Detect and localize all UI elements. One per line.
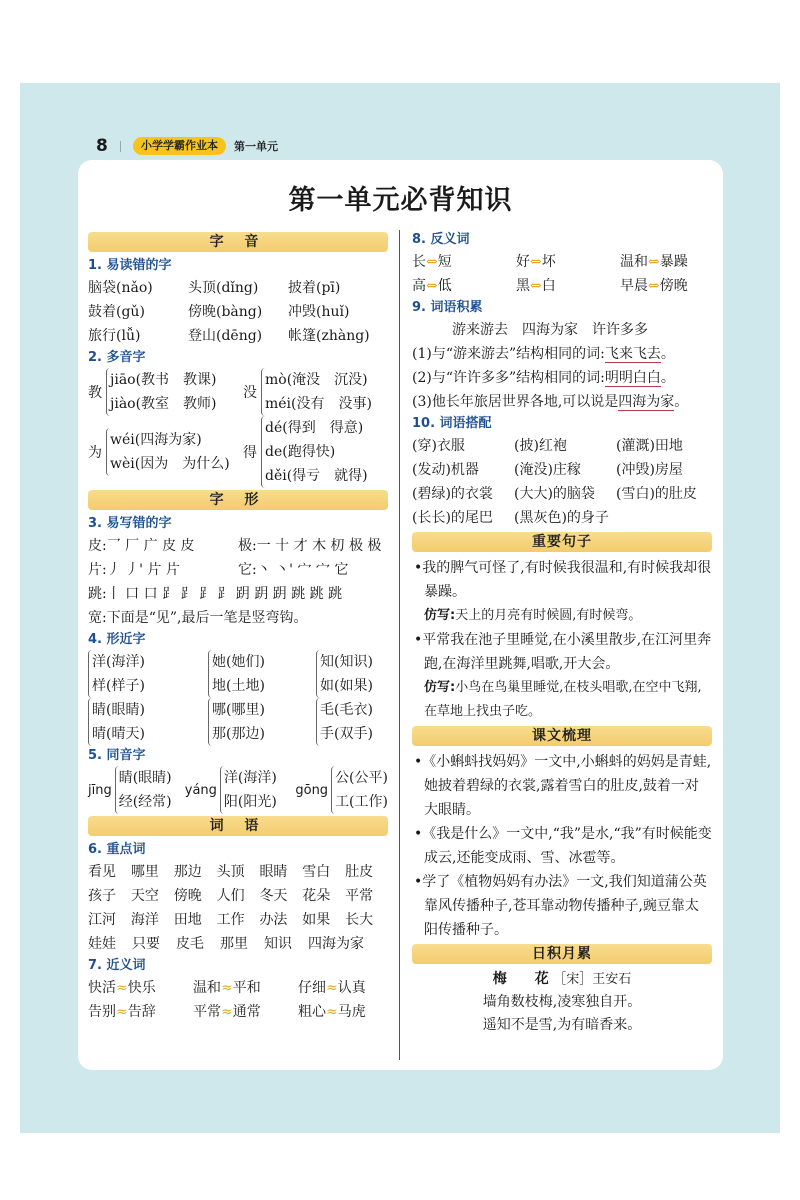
question-text: (2)与“许许多多”结构相同的词: [412, 370, 605, 386]
similar-group [208, 698, 316, 746]
collocation-row [412, 458, 712, 482]
similar-row [88, 698, 388, 746]
section-9-title: 9. 词语积累 [412, 300, 483, 315]
keyword-row [88, 908, 388, 932]
word: 通常 [232, 1004, 261, 1020]
word: 傍晚 [659, 278, 688, 294]
double-arrow-icon: ⇔ [648, 278, 660, 294]
word: 洋(海洋) [92, 654, 145, 670]
phrase: (大大)的脑袋 [514, 486, 595, 502]
approx-icon: ≈ [221, 1004, 233, 1020]
word: 告别 [88, 1004, 116, 1020]
word: 哪里 [130, 864, 159, 880]
word: 知(知识) [320, 654, 373, 670]
word: 手(双手) [320, 726, 373, 742]
polyphone-jiao [88, 368, 243, 416]
book-badge: 小学学霸作业本 [133, 137, 226, 155]
word: 晴(晴天) [92, 726, 145, 742]
word: 登山(dēng) [188, 328, 263, 344]
stroke-row [88, 534, 388, 558]
imitate-text: 小鸟在鸟巢里睡觉,在枝头唱歌,在空中飞翔,在草地上找虫子吃。 [424, 680, 702, 719]
word: 皮毛 [176, 936, 204, 952]
word: 地(土地) [212, 678, 265, 694]
question-3 [412, 390, 712, 414]
word: 长大 [345, 912, 374, 928]
word: 头顶(dǐng) [188, 280, 259, 296]
word: 雪白 [302, 864, 331, 880]
accumulated-words: 游来游去 四海为家 许许多多 [452, 322, 648, 338]
band-pronunciation: 字 音 [88, 232, 388, 252]
reading: jiāo(教书 教课) [110, 372, 217, 388]
phrase: (灌溉)田地 [616, 438, 683, 454]
page-title: 第一单元必背知识 [288, 185, 513, 216]
double-arrow-icon: ⇔ [426, 278, 438, 294]
polyphone-char: 得 [243, 445, 257, 461]
brace-group [106, 428, 230, 476]
phrase: (长长)的尾巴 [412, 510, 493, 526]
left-column [88, 230, 388, 1024]
phrase: (冲毁)房屋 [616, 462, 683, 478]
word: 孩子 [88, 888, 116, 904]
approx-icon: ≈ [116, 980, 128, 996]
approx-icon: ≈ [326, 980, 338, 996]
keyword-row [88, 932, 388, 956]
stroke-note-text: 宽:下面是“见”,最后一笔是竖弯钩。 [88, 610, 308, 626]
word: 傍晚 [173, 888, 202, 904]
stroke-order: 皮:乛 厂 广 皮 皮 [88, 538, 195, 554]
stroke-row [88, 582, 388, 606]
word: 好 [516, 254, 530, 270]
word: 天空 [130, 888, 159, 904]
stroke-order: 极:一 十 才 木 朷 极 极 [238, 538, 382, 554]
homophone-group [185, 766, 296, 814]
word: 快乐 [127, 980, 156, 996]
word: 冲毁(huǐ) [288, 304, 350, 320]
word: 毛(毛衣) [320, 702, 373, 718]
phrase: (雪白)的肚皮 [616, 486, 697, 502]
phrase: (发动)机器 [412, 462, 479, 478]
double-arrow-icon: ⇔ [530, 278, 542, 294]
word: 肚皮 [345, 864, 374, 880]
section-2-title: 2. 多音字 [88, 350, 146, 365]
word: 低 [437, 278, 452, 294]
section-8-title: 8. 反义词 [412, 232, 470, 247]
reading: wéi(四海为家) [110, 432, 202, 448]
brace-group [261, 416, 368, 488]
word: 经(经常) [118, 794, 172, 810]
word: 帐篷(zhàng) [288, 328, 370, 344]
text-point-3: •学了《植物妈妈有办法》一文,我们知道蒲公英靠风传播种子,苍耳靠动物传播种子,豌豆靠太阳传播种子。 [414, 874, 707, 938]
section-1-title: 1. 易读错的字 [88, 258, 172, 273]
homophone-group [88, 766, 185, 814]
section-7-title: 7. 近义词 [88, 958, 146, 973]
word: 平常 [193, 1004, 221, 1020]
approx-icon: ≈ [116, 1004, 128, 1020]
answer: 明明白白 [604, 370, 661, 386]
similar-group [316, 650, 373, 698]
word: 早晨 [620, 278, 648, 294]
poem-line: 墙角数枝梅,凌寒独自开。 [482, 994, 642, 1010]
column-divider [399, 230, 400, 1060]
word: 头顶 [216, 864, 245, 880]
reading: děi(得亏 就得) [265, 468, 368, 484]
word: 温和 [620, 254, 648, 270]
similar-row [88, 650, 388, 698]
pinyin: gōng [295, 782, 329, 798]
band-words: 词 语 [88, 816, 388, 836]
word: 平和 [232, 980, 261, 996]
word: 她(她们) [212, 654, 265, 670]
word: 知识 [264, 936, 292, 952]
answer: 四海为家 [618, 394, 675, 410]
word: 平常 [345, 888, 374, 904]
word: 长 [412, 254, 426, 270]
synonym-row [88, 976, 388, 1000]
stroke-order: 它:丶 丶' 宀 宀 它 [238, 562, 349, 578]
question-text: (3)他长年旅居世界各地,可以说是 [412, 394, 619, 410]
unit-label: 第一单元 [234, 140, 278, 153]
keyword-row [88, 884, 388, 908]
word: 眼睛 [259, 864, 288, 880]
imitation-1 [412, 604, 712, 628]
page-number: 8 [96, 136, 108, 156]
imitate-text: 天上的月亮有时候圆,有时候弯。 [455, 608, 642, 623]
punct: 。 [660, 346, 675, 362]
word: 那(那边) [212, 726, 265, 742]
word: 只要 [132, 936, 160, 952]
section-6-title: 6. 重点词 [88, 842, 146, 857]
polyphone-row [88, 416, 388, 488]
reading: wèi(因为 为什么) [110, 456, 230, 472]
antonym-row [412, 250, 712, 274]
similar-group [88, 698, 208, 746]
similar-group [208, 650, 316, 698]
word: 黑 [516, 278, 530, 294]
phrase: (披)红袍 [514, 438, 567, 454]
question-2 [412, 366, 712, 390]
word-row [88, 324, 388, 348]
band-daily: 日积月累 [412, 944, 712, 964]
collocation-row [412, 434, 712, 458]
word: 人们 [216, 888, 245, 904]
stroke-order: 片:丿 丿' 片 片 [88, 562, 180, 578]
band-sentences: 重要句子 [412, 532, 712, 552]
polyphone-row [88, 368, 388, 416]
section-5-title: 5. 同音字 [88, 748, 146, 763]
polyphone-char: 为 [88, 445, 102, 461]
keyword-row [88, 860, 388, 884]
poem-title: 梅 花 [492, 971, 549, 987]
section-10-title: 10. 词语搭配 [412, 416, 492, 431]
knowledge-card [78, 160, 723, 1070]
approx-icon: ≈ [326, 1004, 338, 1020]
polyphone-char: 教 [88, 385, 102, 401]
word: 傍晚(bàng) [188, 304, 263, 320]
word: 海洋 [130, 912, 159, 928]
question-1 [412, 342, 712, 366]
synonym-row [88, 1000, 388, 1024]
band-text-review: 课文梳理 [412, 726, 712, 746]
word: 粗心 [298, 1004, 326, 1020]
section-4-title: 4. 形近字 [88, 632, 146, 647]
word: 四海为家 [308, 936, 364, 952]
polyphone-char: 没 [243, 385, 257, 401]
word: 披着(pī) [288, 280, 341, 296]
word: 坏 [541, 254, 556, 270]
imitation-2 [412, 676, 712, 724]
word-row [88, 276, 388, 300]
word: 洋(海洋) [223, 770, 277, 786]
word: 温和 [193, 980, 221, 996]
word: 短 [437, 254, 452, 270]
similar-group [88, 650, 208, 698]
imitate-label: 仿写: [424, 608, 456, 623]
text-point-1: •《小蝌蚪找妈妈》一文中,小蝌蚪的妈妈是青蛙,她披着碧绿的衣裳,露着雪白的肚皮,鼓着一对大眼睛。 [414, 754, 712, 818]
word: 那边 [173, 864, 202, 880]
word: 样(样子) [92, 678, 145, 694]
section-3-title: 3. 易写错的字 [88, 516, 172, 531]
double-arrow-icon: ⇔ [530, 254, 542, 270]
answer: 飞来飞去 [604, 346, 661, 362]
phrase: (穿)衣服 [412, 438, 465, 454]
approx-icon: ≈ [221, 980, 233, 996]
word: 工作 [216, 912, 245, 928]
word: 工(工作) [335, 794, 388, 810]
sentence-2: •平常我在池子里睡觉,在小溪里散步,在江河里奔跑,在海洋里跳舞,唱歌,开大会。 [414, 632, 712, 672]
stroke-order: 跳:丨 口 口 ⻊ ⻊ ⻊ ⻊ 跀 跀 跀 跳 跳 跳 [88, 586, 343, 602]
text-point-2: •《我是什么》一文中,“我”是水,“我”有时候能变成云,还能变成雨、雪、冰雹等。 [414, 826, 712, 866]
brace-group [261, 368, 372, 416]
word: 暴躁 [659, 254, 688, 270]
word: 鼓着(gǔ) [88, 304, 145, 320]
poem-line: 遥知不是雪,为有暗香来。 [482, 1017, 642, 1033]
homophone-group [295, 766, 388, 814]
reading: dé(得到 得意) [265, 420, 364, 436]
double-arrow-icon: ⇔ [648, 254, 660, 270]
word: 如(如果) [320, 678, 373, 694]
stroke-note [88, 606, 388, 630]
page-header [96, 136, 278, 156]
sentence-1: •我的脾气可怪了,有时候我很温和,有时候我却很暴躁。 [414, 560, 712, 600]
word: 睛(眼睛) [92, 702, 145, 718]
phrase: (淹没)庄稼 [514, 462, 581, 478]
pinyin: jīng [88, 782, 112, 798]
reading: méi(没有 没事) [265, 396, 372, 412]
reading: mò(淹没 沉没) [265, 372, 368, 388]
question-text: (1)与“游来游去”结构相同的词: [412, 346, 605, 362]
word: 办法 [259, 912, 288, 928]
word: 睛(眼睛) [118, 770, 172, 786]
punct: 。 [674, 394, 689, 410]
word: 花朵 [302, 888, 331, 904]
band-shape: 字 形 [88, 490, 388, 510]
right-column [412, 230, 712, 1037]
word: 仔细 [298, 980, 326, 996]
polyphone-mei [243, 368, 372, 416]
word: 旅行(lǚ) [88, 328, 141, 344]
imitate-label: 仿写: [424, 680, 456, 695]
word: 公(公平) [335, 770, 388, 786]
word: 白 [541, 278, 556, 294]
reading: de(跑得快) [265, 444, 336, 460]
word: 告辞 [127, 1004, 156, 1020]
word: 马虎 [337, 1004, 366, 1020]
reading: jiào(教室 教师) [110, 396, 217, 412]
word: 如果 [302, 912, 331, 928]
poem-heading [412, 968, 712, 991]
stroke-row [88, 558, 388, 582]
polyphone-de [243, 416, 368, 488]
word: 认真 [337, 980, 366, 996]
word-row [88, 300, 388, 324]
word: 快活 [88, 980, 116, 996]
collocation-row [412, 482, 712, 506]
poem-author: ［宋］王安石 [553, 972, 632, 987]
word: 冬天 [259, 888, 288, 904]
word: 看见 [88, 864, 116, 880]
punct: 。 [660, 370, 675, 386]
word: 高 [412, 278, 426, 294]
header-divider [120, 141, 121, 152]
brace-group [106, 368, 217, 416]
word: 江河 [88, 912, 116, 928]
phrase: (黑灰色)的身子 [514, 510, 609, 526]
double-arrow-icon: ⇔ [426, 254, 438, 270]
antonym-row [412, 274, 712, 298]
word: 脑袋(nǎo) [88, 280, 153, 296]
word: 哪(哪里) [212, 702, 265, 718]
word: 田地 [173, 912, 202, 928]
word: 阳(阳光) [223, 794, 277, 810]
polyphone-wei [88, 416, 243, 488]
collocation-row [412, 506, 712, 530]
homophone-row [88, 766, 388, 814]
pinyin: yáng [184, 782, 217, 798]
word: 娃娃 [88, 936, 116, 952]
similar-group [316, 698, 373, 746]
phrase: (碧绿)的衣裳 [412, 486, 493, 502]
word: 那里 [220, 936, 248, 952]
